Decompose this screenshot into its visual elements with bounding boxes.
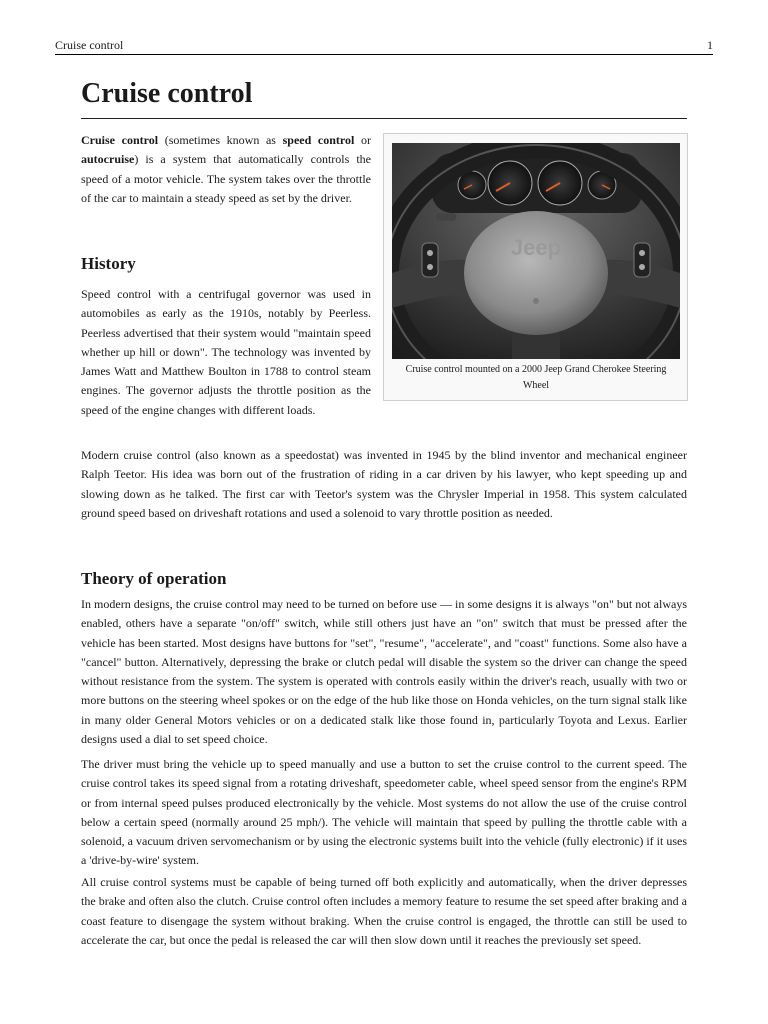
intro-text-2: or: [354, 133, 371, 147]
intro-term: Cruise control: [81, 133, 159, 147]
running-title: Cruise control: [55, 38, 124, 52]
figure-caption: Cruise control mounted on a 2000 Jeep Grand Cherokee Steering Wheel: [405, 364, 667, 391]
theory-paragraph-2: The driver must bring the vehicle up to speed manually and use a button to set the cruise control to the current speed. The cruise control takes its speed signal from a rotating driveshaft, speedometer cable, wheel speed sensor from the engine's RPM or from internal speed pulses produced electronically by the vehicle. Most systems do not allow the use of the cruise control below a certain speed (normally around 25 mph/). The vehicle will maintain that speed by pulling the throttle cable with a solenoid, a vacuum driven servomechanism or by using the electronic systems built into the vehicle (fully electronic) if it uses a 'drive-by-wire' system.: [81, 757, 687, 868]
figure-box: [383, 133, 688, 401]
title-divider: [81, 118, 687, 119]
intro-term-2: speed control: [282, 133, 355, 147]
theory-paragraph-1: In modern designs, the cruise control may need to be turned on before use — in some designs it is always "on" but not always enabled, others have a separate "on/off" switch, while still others just have an "on" switch that must be pressed after the vehicle has been started. Most designs have buttons for "set", "resume", "accelerate", and "coast" functions. Some also have a "cancel" button. Alternatively, depressing the brake or clutch pedal will disable the system so the driver can change the speed without resistance from the system. The system is operated with controls easily within the driver's reach, usually with two or more buttons on the steering wheel spokes or on the edge of the hub like those on Honda vehicles, on the turn signal stalk like in many older General Motors vehicles or on a dedicated stalk like those found in, particularly Toyota and Lexus. Earlier designs used a dial to set speed choice.: [81, 597, 687, 747]
article-title: Cruise control: [81, 78, 253, 109]
section-heading-theory-of-operation: Theory of operation: [81, 569, 227, 588]
section-heading-history: History: [81, 254, 136, 273]
theory-paragraph-3: All cruise control systems must be capable of being turned off both explicitly and automatically, when the driver depresses the brake and often also the clutch. Cruise control often includes a memory feature to resume the set speed after braking and a coast feature to disengage the system without braking. When the cruise control is engaged, the throttle can still be used to accelerate the car, but once the pedal is released the car will then slow down until it reaches the previously set speed.: [81, 875, 687, 947]
intro-text-3: ) is a system that automatically controls the speed of a motor vehicle. The system takes over the throttle of the car to maintain a steady speed as set by the driver.: [81, 152, 371, 205]
header-divider: [55, 54, 713, 55]
steering-wheel-photo: [392, 143, 680, 359]
history-paragraph-2: Modern cruise control (also known as a speedostat) was invented in 1945 by the blind inventor and mechanical engineer Ralph Teetor. His idea was born out of the frustration of riding in a car driven by his lawyer, who kept speeding up and slowing down as he talked. The first car with Teetor's system was the Chrysler Imperial in 1958. This system calculated ground speed based on driveshaft rotations and used a solenoid to vary throttle position as needed.: [81, 448, 687, 520]
article-title-block: [81, 74, 687, 114]
running-header: [55, 38, 713, 54]
intro-term-3: autocruise: [81, 152, 135, 167]
intro-paragraph: [81, 131, 371, 208]
steering-wheel-image: [392, 143, 680, 359]
jeep-logo: Jeep: [510, 235, 562, 260]
intro-text-1: (sometimes known as: [158, 133, 283, 147]
page-number: 1: [707, 38, 713, 52]
history-paragraph-1: Speed control with a centrifugal governor was used in automobiles as early as the 1910s, notably by Peerless. Peerless advertised that their system would "maintain speed whether up hill or down". The technology was invented by James Watt and Matthew Boulton in 1788 to control steam engines. The governor adjusts the throttle position as the speed of the engine changes with different loads.: [81, 287, 371, 417]
